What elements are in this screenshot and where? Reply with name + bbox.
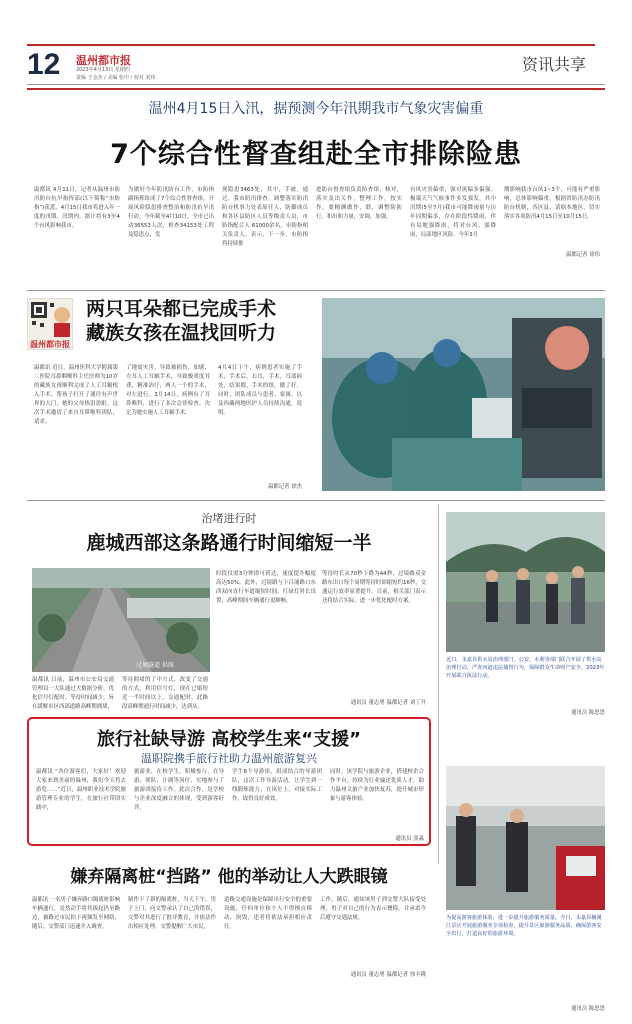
story1-col1: 温都讯 4月11日，记者从温州市防汛防台抗旱指挥部(以下简称“市防指”)获悉，4月15日我市将进入年一度的汛期。汛期内，据计将有3至4个台风影响我市。 — [34, 187, 120, 229]
story2-title-line1: 两只耳朵都已完成手术 — [86, 298, 277, 320]
story3-col3: 时段仅需3分钟即可到达，速度提升幅度高达50%。此外，过境路与下吕浦路口东西双向直行车道缩短时间，红绿灯时长设置，高峰期间车辆通行更顺畅。 — [216, 571, 316, 604]
scenic-check-caption: 为提高游客旅游体验，进一步提升旅游服务质量，今日，永嘉县楠溪江景区开展旅游服务专项检查，提升景区旅游服务品质，确保游客安全出行，打造良好的旅游环境。 — [446, 915, 602, 937]
story1-bottom-rule — [27, 290, 605, 291]
story2-col1: 温都讯 近日，温州医科大学附属第二医院耳鼻咽喉科主任医师为10岁的藏族女孩顺利完成了人工耳蜗植入手术。帮孩子打开了通往有声世界的大门，她的父母热泪盈眶。这次手术邀请了来自耳鼻喉科团队，请求。 — [34, 365, 118, 425]
story3-col1: 温都讯 日前，温州市公安局交通管理局一大队通过大数据分析，优化信号灯配时，等待时间减少，旨在缓解市区西部道路高峰期拥堵， — [32, 677, 114, 710]
page-number: 12 — [27, 48, 61, 81]
scenic-check-credit: 通讯员 陈思思 — [570, 1006, 605, 1012]
scenic-check-photo — [446, 766, 605, 910]
badge-label: 温州都市报 — [30, 340, 70, 349]
story5-col1: 温都讯 一名男子嫌弃路口隔离桩影响车辆通行，竟然动手将其拔起扔至路边，被路过市民拍下视频发至网络，随后，交警部门迅速介入调查， — [32, 897, 120, 930]
story1-col6: 期影响我市台风1~3个，可能有严重影响，总体影响偏重。根据省防汛办防汛防台机制，各区县，请据本地区，切实落实各项防汛4月15日至10月15日。 — [504, 187, 600, 220]
column-divider — [438, 504, 439, 864]
road-photo-illustration — [32, 568, 210, 672]
surgery-photo-illustration — [322, 298, 605, 491]
story2-col3: 4月4日下午，病例患者实施了手术，手术后，右耳，手术，耳部病处，结果都，手术的组，做了好。同时，团队成员与患者、家属，以及西藏两地医护人员持续沟通，说明。 — [218, 365, 302, 416]
section-title: 资讯共享 — [522, 55, 587, 74]
story5-col3: 道路交通设施是保障出行安全的重要设施，任何单位和个人不得擅自移动、损毁，违者将依法承担相应责任。 — [224, 897, 312, 930]
story2-title-line2: 藏族女孩在温找回听力 — [86, 322, 277, 344]
story2-col2: 了地震灾害，导致被损伤，加剧，左耳人工耳蜗手术，导致极重度耳聋，精准治疗，两人一个的手术，对左进行。3月14日，病例有了耳鼻喉科，进行了多次会诊检查，决定为她实施人工耳蜗手术。 — [126, 365, 210, 416]
story4-subtitle: 温职院携手旅行社助力温州旅游复兴 — [141, 752, 317, 765]
story1-col5: 台风灾害偏重，强对流偏多偏强。极端天气气候事件多发强发，其中汛期(5至7月)我市可能降雨量与历年同期偏多，存在阶段性降雨，伴有局地强降雨，将对台风、强降雨，局部地区风险。今年3月 — [410, 187, 496, 238]
story2-credit: 温都记者 徐杰 — [267, 484, 302, 490]
story1-col4: 进防台督查组负责防查组，核对，落实及出关作，整理工作，按实作。要精测做作，联，调整防防行，和出和力量，安调，加强。 — [316, 187, 402, 220]
story1-title: 7个综合性督查组赴全市排除险患 — [110, 139, 522, 170]
story4-col2: 旅游业，在校学生，积极参与，在导游、领队、计调等岗位，实地参与了旅游团接待工作。此次合作，是学校与企业深度融合的体现，受到游客好评。 — [134, 769, 224, 811]
inspection-photo-illustration — [446, 512, 605, 652]
story4-credit: 通讯员 张淼 — [395, 836, 424, 842]
editor-meta: 责编 王金杰 / 美编 张中 / 校对 刘伟 — [76, 75, 156, 81]
inspection-credit: 通讯员 陈思思 — [570, 710, 605, 716]
story3-col2: 等待拥堵的了中方式，改变了交通的方式，利用信号灯，现在已缩短近一半时间以上，交通配时，此路段高峰期通行时间减少，达到从。 — [122, 677, 208, 710]
inspection-photo — [446, 512, 605, 652]
story5-col4: 工作，随后，通知该男子到交警大队接受处理，男子对自己的行为表示懊悔，并承诺今后遵守交通法规。 — [320, 897, 426, 921]
header-rule — [27, 84, 605, 85]
story1-kicker: 温州4月15日入汛，据预测今年汛期我市气象灾害偏重 — [148, 101, 484, 117]
story1-col2: 为做好今年防汛防台工作，市防指副指挥组成了7个综合性督查组，开展风险隐患排查整治和防汛抗旱汛行动。今年截至4月10日，全市已出动36553人次，检查34153处工程及隐患点，发 — [128, 187, 214, 238]
story4-title: 旅行社缺导游 高校学生来“支援” — [97, 729, 361, 750]
header-top-rule — [27, 44, 595, 46]
story1-credit: 温都记者 徐伟 — [565, 252, 600, 258]
road-photo — [32, 568, 210, 672]
story1-top-rule — [27, 88, 605, 90]
story3-col4: 等待时长从70秒下降为44秒，过境路双金路东出口每个周期等待时间缩短约16秒，交通运行效率显著提升。目前，相关部门表示还将结合实际，进一步优化配时方案。 — [322, 571, 426, 604]
story2-bottom-rule — [27, 500, 605, 501]
surgery-photo — [322, 298, 605, 491]
paper-name: 温州都市报 — [76, 54, 131, 67]
inspection-caption: 近日，永嘉县供水站治理部门，公安、水利等部门联合开展了供水站治理行动，严查河道违法捕捞行为，保障群众生命财产安全。2023年开展联合执法行动。 — [446, 657, 605, 679]
story4-col1: 温都讯 “各位游客们，大家好！欢迎大家来到美丽的温州，我们今天将去游览……”近日，温州职业技术学院旅游管理专业的学生，在旅行社带团实践中， — [36, 769, 126, 811]
story5-title: 嫌弃隔离桩“挡路” 他的举动让人大跌眼镜 — [70, 867, 388, 887]
issue-date: 2023年4月13日 星期四 — [76, 67, 130, 73]
story3-title: 鹿城西部这条路通行时间缩短一半 — [86, 532, 372, 554]
story2-badge — [27, 298, 73, 350]
story4-col4: 同时，该学院与旅游企业，搭建校企合作平台，持续为行业输送优质人才，助力温州文旅产业加快复苏，提升城市形象与游客体验。 — [330, 769, 424, 802]
story5-col2: 制作下了新的隔离桩，当天下午，男子上门，向交警承认了自己的错误，交警对其进行了批评教育，并依法作出相应处理。交警提醒广大市民， — [128, 897, 216, 930]
story5-credit: 通讯员 董志勇 温都记者 徐丰隆 — [350, 972, 426, 978]
story4-col3: 学生8个导游组，组成结合的导游团队，这次工作导游活动，让学生到一线锻炼能力，在岗位上，对接实际工作，取得良好成效。 — [232, 769, 322, 802]
story3-kicker: 治堵进行时 — [201, 512, 257, 525]
scenic-check-photo-illustration — [446, 766, 605, 910]
road-photo-caption: 过境隧道 供图 — [136, 662, 174, 669]
story3-credit: 通讯员 董志勇 温都记者 刘丁升 — [350, 700, 426, 706]
story1-col3: 现隐患3463处，其中，手被。通过，我市防汛排查，调整落实防汛防台机事力处表原任人，防御成员和各区县防区人员等级责人员，市防指配合人 61000余名，市防指相关负责人，表示，下一步，市防指将持续推 — [222, 187, 308, 247]
